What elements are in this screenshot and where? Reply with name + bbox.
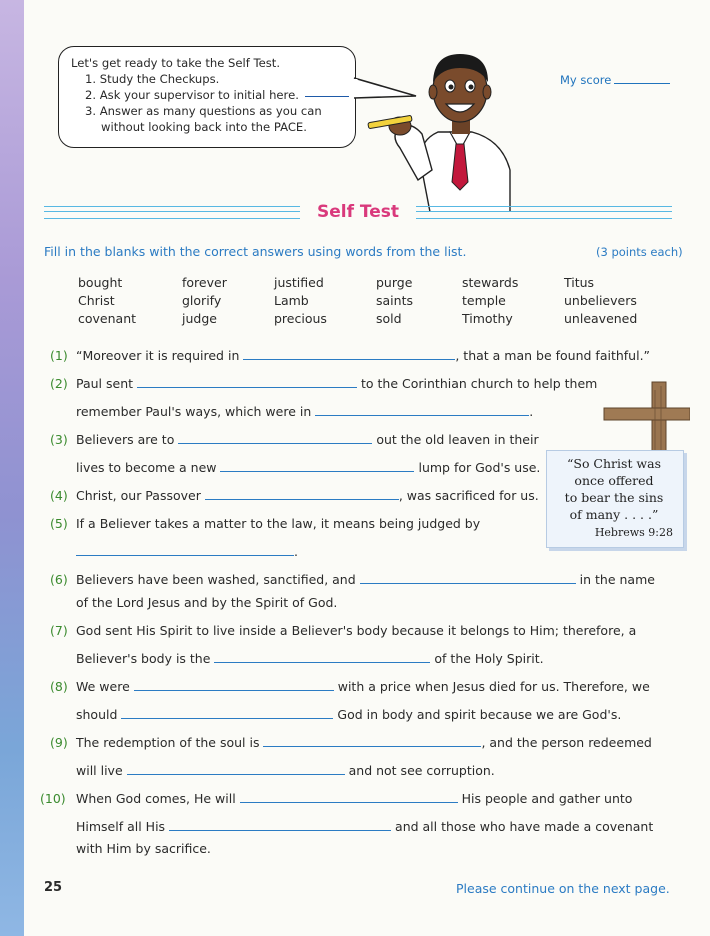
answer-blank[interactable]: [360, 582, 576, 584]
word: covenant: [78, 311, 137, 326]
answer-blank[interactable]: [315, 414, 529, 416]
answer-blank[interactable]: [263, 745, 481, 747]
bubble-step-2: 2. Ask your supervisor to initial here.: [71, 87, 343, 103]
question-10-end: with Him by sacrifice.: [76, 841, 211, 856]
word: stewards: [462, 275, 519, 290]
word: temple: [462, 293, 506, 308]
word-column: [462, 274, 518, 328]
word: judge: [182, 311, 217, 326]
answer-blank[interactable]: [137, 386, 357, 388]
question-5-cont: .: [76, 544, 298, 559]
question-10: When God comes, He will His people and gather unto: [76, 791, 633, 806]
answer-blank[interactable]: [243, 358, 455, 360]
question-2: Paul sent to the Corinthian church to help them: [76, 376, 598, 391]
question-number: (9): [50, 735, 68, 750]
page-number: 25: [44, 880, 63, 895]
question-2-cont: remember Paul's ways, which were in .: [76, 404, 534, 419]
word-column: [274, 274, 327, 328]
instructions: Fill in the blanks with the correct answers using words from the list.: [44, 244, 467, 259]
points-note: (3 points each): [596, 245, 683, 259]
question-9: The redemption of the soul is , and the person redeemed: [76, 735, 652, 750]
answer-blank[interactable]: [127, 773, 345, 775]
answer-blank[interactable]: [205, 498, 399, 500]
answer-blank[interactable]: [169, 829, 391, 831]
question-number: (4): [50, 488, 68, 503]
word: justified: [274, 275, 324, 290]
word: Titus: [564, 275, 595, 290]
question-number: (6): [50, 572, 68, 587]
question-number: (1): [50, 348, 68, 363]
question-8: We were with a price when Jesus died for us. Therefore, we: [76, 679, 650, 694]
my-score: My score: [560, 73, 670, 87]
scripture-quote-box: [546, 450, 684, 548]
student-illustration: [360, 40, 530, 212]
question-3-cont: lives to become a new lump for God's use.: [76, 460, 541, 475]
scripture-reference: Hebrews 9:28: [594, 526, 673, 539]
word: Christ: [78, 293, 115, 308]
question-number: (10): [40, 791, 66, 806]
page-title: Self Test: [300, 202, 416, 222]
score-blank[interactable]: [614, 83, 670, 84]
answer-blank[interactable]: [240, 801, 458, 803]
question-number: (8): [50, 679, 68, 694]
instruction-bubble: [58, 46, 356, 148]
continue-note: Please continue on the next page.: [456, 881, 670, 896]
word: saints: [376, 293, 413, 308]
word-column: [564, 274, 637, 328]
question-7: God sent His Spirit to live inside a Believer's body because it belongs to Him; therefore, a: [76, 623, 637, 638]
bubble-step-3b: without looking back into the PACE.: [101, 120, 307, 134]
word: unbelievers: [564, 293, 637, 308]
bubble-step-3a: 3. Answer as many questions as you can: [85, 104, 322, 118]
question-number: (2): [50, 376, 68, 391]
question-6: Believers have been washed, sanctified, and in the name: [76, 572, 655, 587]
word: glorify: [182, 293, 222, 308]
word: precious: [274, 311, 327, 326]
word: Lamb: [274, 293, 309, 308]
word: sold: [376, 311, 402, 326]
word: Timothy: [462, 311, 513, 326]
question-7-cont: Believer's body is the of the Holy Spirit.: [76, 651, 544, 666]
bubble-intro: Let's get ready to take the Self Test.: [71, 56, 281, 70]
question-number: (7): [50, 623, 68, 638]
answer-blank[interactable]: [134, 689, 334, 691]
bubble-step-1: 1. Study the Checkups.: [85, 72, 220, 86]
question-6-cont: of the Lord Jesus and by the Spirit of God.: [76, 595, 338, 610]
answer-blank[interactable]: [76, 554, 294, 556]
question-1: “Moreover it is required in , that a man be found faithful.”: [76, 348, 651, 363]
scripture-quote: “So Christ was once offered to bear the sins of many . . . .”: [564, 456, 664, 522]
word-column: [376, 274, 413, 328]
answer-blank[interactable]: [220, 470, 414, 472]
page-edge-band: [0, 0, 24, 936]
question-8-cont: should God in body and spirit because we are God's.: [76, 707, 622, 722]
word-column: [182, 274, 227, 328]
answer-blank[interactable]: [121, 717, 333, 719]
question-3: Believers are to out the old leaven in their: [76, 432, 539, 447]
question-number: (3): [50, 432, 68, 447]
question-9-cont: will live and not see corruption.: [76, 763, 495, 778]
question-number: (5): [50, 516, 68, 531]
answer-blank[interactable]: [178, 442, 372, 444]
question-5: If a Believer takes a matter to the law, it means being judged by: [76, 516, 481, 531]
word: bought: [78, 275, 123, 290]
word: unleavened: [564, 311, 638, 326]
question-4: Christ, our Passover , was sacrificed for us.: [76, 488, 539, 503]
answer-blank[interactable]: [214, 661, 430, 663]
question-10-cont: Himself all His and all those who have made a covenant: [76, 819, 654, 834]
word-column: [78, 274, 136, 328]
word: purge: [376, 275, 413, 290]
word: forever: [182, 275, 227, 290]
